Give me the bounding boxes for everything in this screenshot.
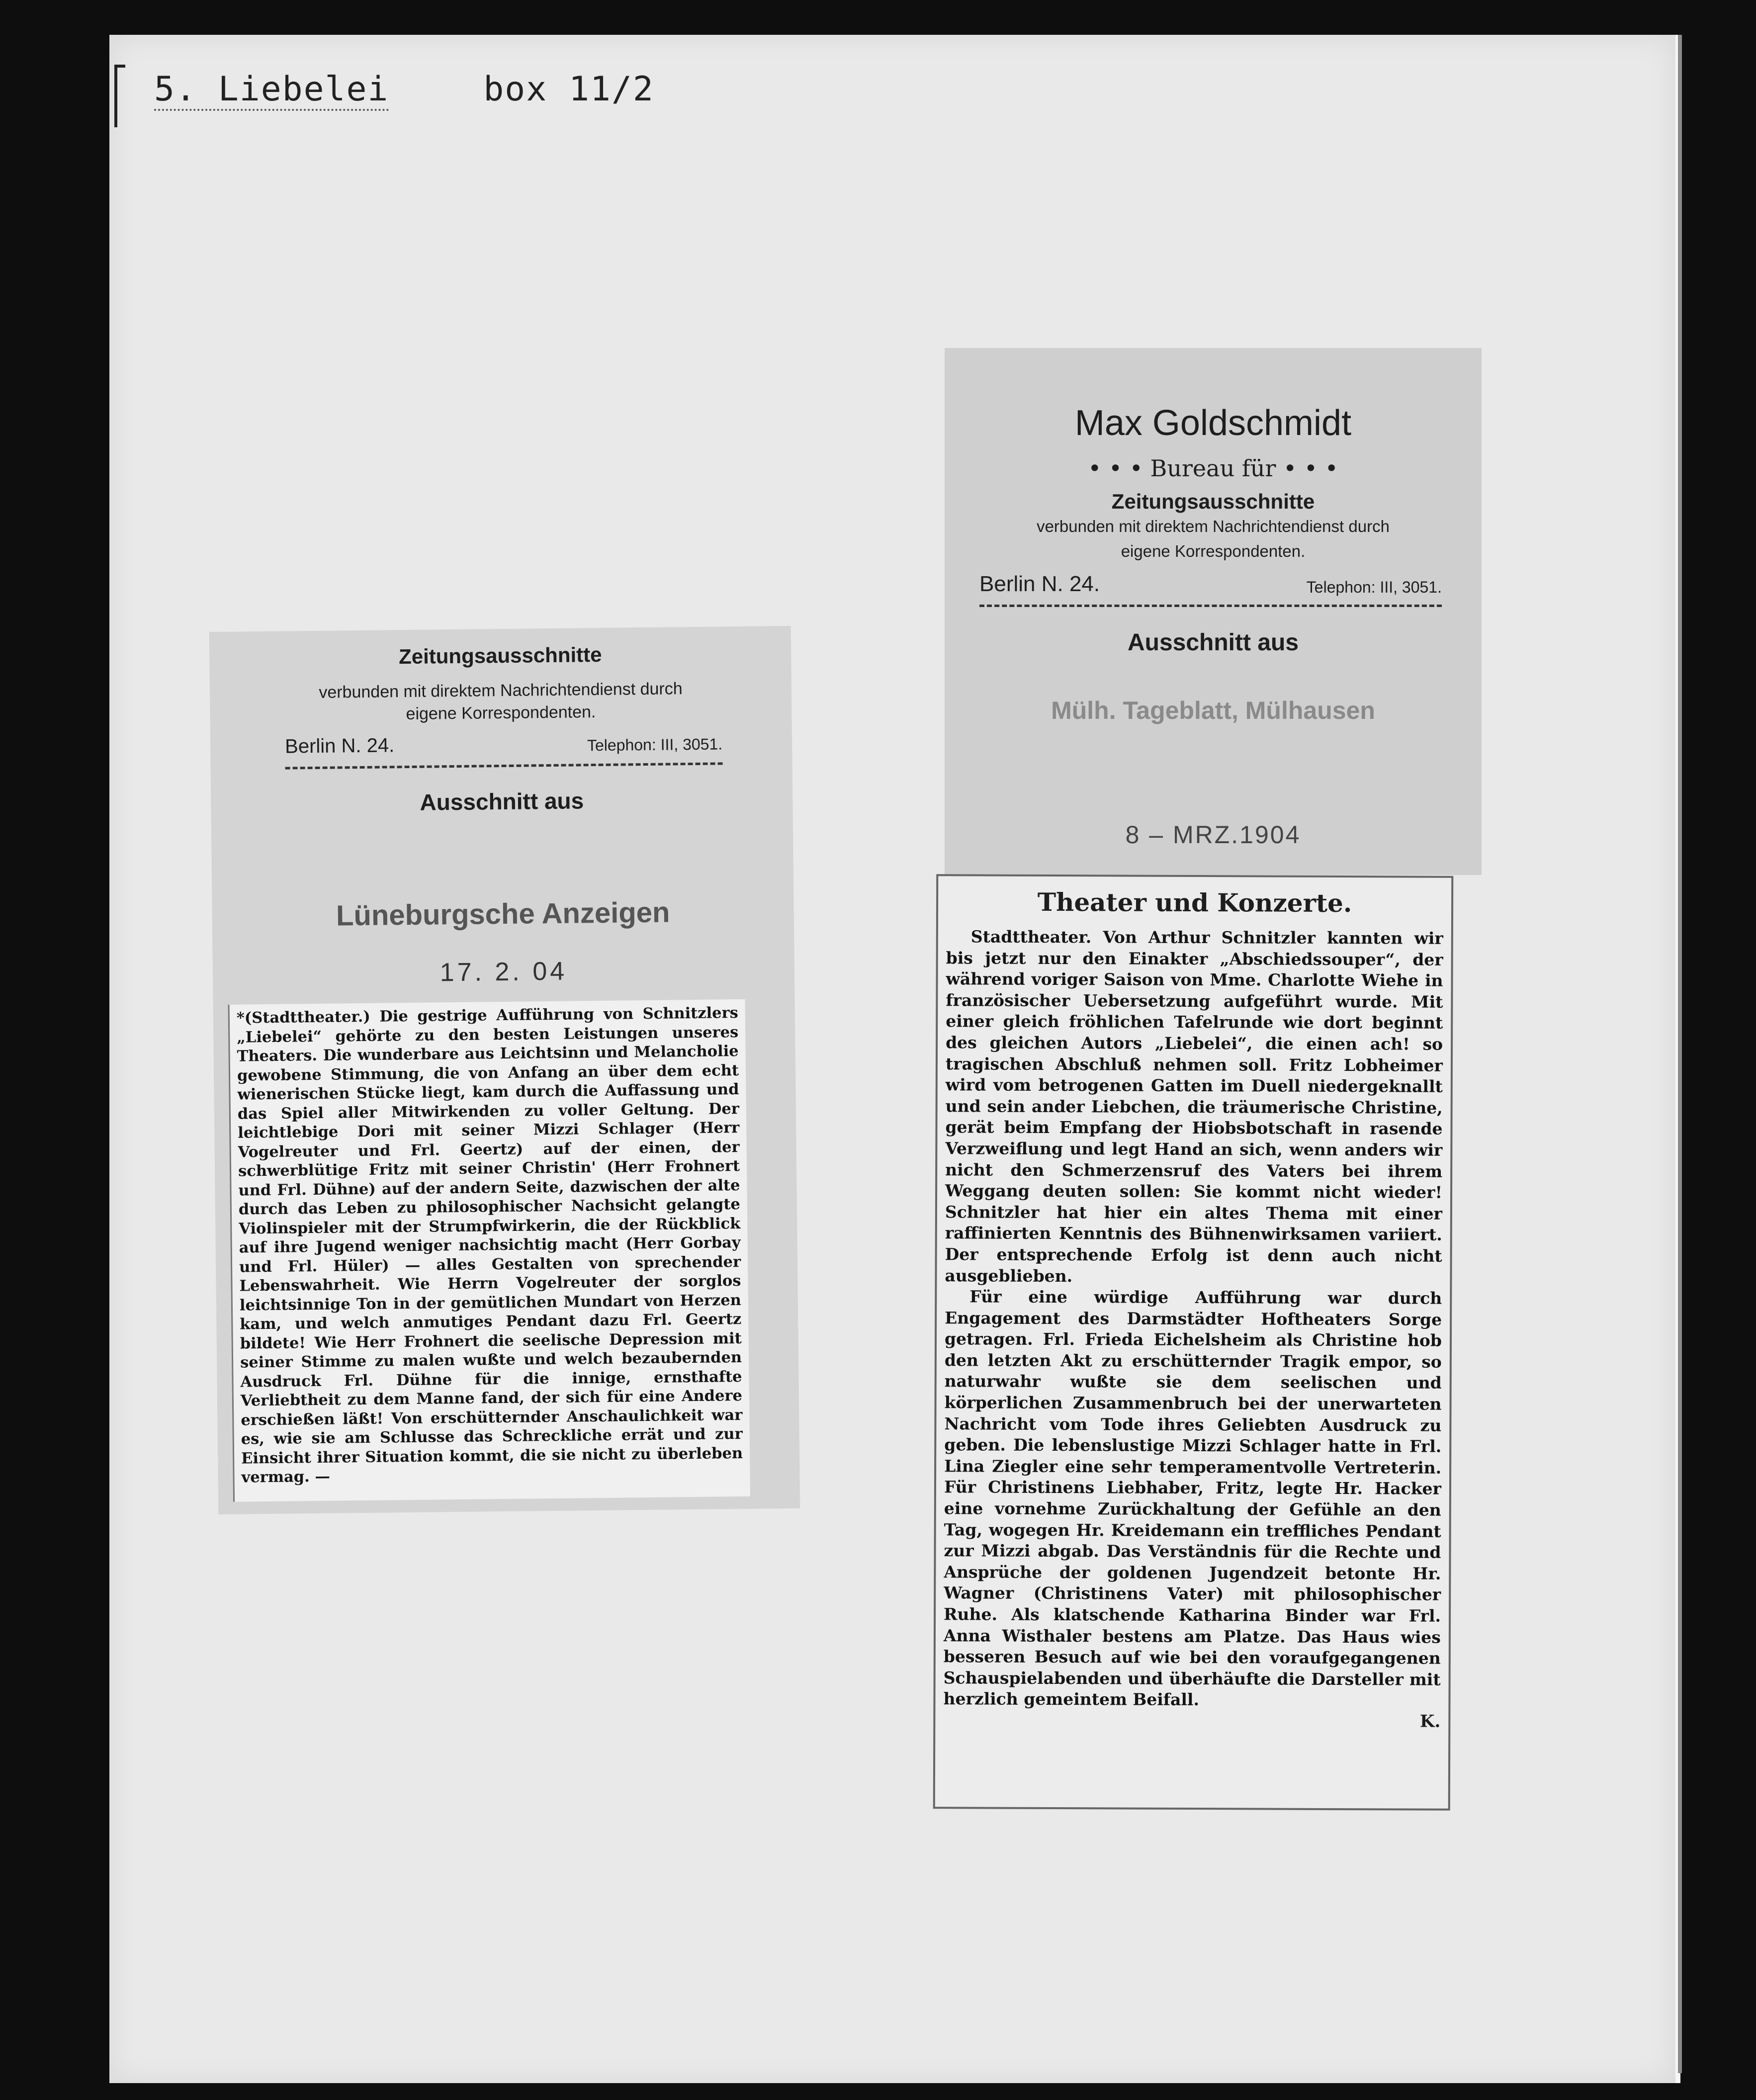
bureau-line-1: verbunden mit direktem Nachrichtendienst durch	[1037, 517, 1390, 535]
article-signature: K.	[1419, 1711, 1441, 1732]
clipping-date: 8 – MRZ.1904	[1125, 821, 1301, 849]
article-heading: Theater und Konzerte.	[1037, 887, 1352, 918]
bureau-name: Max Goldschmidt	[1074, 403, 1352, 443]
bureau-title: Zeitungsausschnitte	[398, 642, 602, 669]
bureau-address-row	[285, 731, 723, 769]
article-paragraph: Stadttheater. Von Arthur Schnitzler kannten wir bis jetzt nur den Einakter „Abschiedssouper“, der während voriger Saison von Mme. Charlotte Wiehe in französischer Uebersetzung aufgeführt wurde. Mit einer gleich fröhlichen Tafelrunde wie dort beginnt des gleichen Autors „Liebelei“, die einen ach! so tragischen Abschluß nehmen soll. Fritz Lobheimer wird vom betrogenen Gatten im Duell niedergeknallt und sein ander Liebchen, die träumerische Christine, gerät beim Empfang der Hiobsbotschaft in rasende Verzweiflung und legt Hand an sich, wenn anders wir nicht den Schmerzensruf des Vaters bei ihrem Weggang deuten sollen: Sie kommt nicht wieder! Schnitzler hat hier ein altes Thema mit einer raffinierten Kenntnis des Bühnenwirksamen variiert. Der entsprechende Erfolg ist denn auch nicht ausgeblieben.	[945, 927, 1443, 1286]
corner-mark	[114, 65, 125, 127]
clipping-date: 17. 2. 04	[439, 957, 568, 987]
bureau-telephone: Telephon: III, 3051.	[587, 735, 723, 755]
bureau-fuer: • • • Bureau für • • •	[1088, 455, 1338, 482]
box-label-title: 5. Liebelei	[154, 70, 389, 111]
bureau-address: Berlin N. 24.	[284, 734, 395, 758]
bureau-line-1: verbunden mit direktem Nachrichtendienst durch	[319, 679, 683, 702]
clipping-left	[209, 626, 800, 1514]
bureau-address: Berlin N. 24.	[979, 572, 1100, 596]
ausschnitt-label: Ausschnitt aus	[1127, 629, 1299, 656]
bureau-address-row	[979, 572, 1442, 607]
bureau-line-2: eigene Korrespondenten.	[406, 702, 596, 724]
bureau-telephone: Telephon: III, 3051.	[1306, 578, 1442, 596]
clipping-right-article	[933, 874, 1454, 1811]
article-text: *(Stadttheater.) Die gestrige Aufführung von Schnitzlers „Liebelei“ gehörte zu den besten Leistungen unseres Theaters. Die wunderbare aus Leichtsinn und Melancholie gewobene Stimmung, die von Anfang an über dem echt wienerischen Stücke liegt, kam durch die Auffassung und das Spiel aller Mitwirkenden zu voller Geltung. Der leichtlebige Dori mit seiner Mizzi Schlager (Herr Vogelreuter und Frl. Geertz) auf der einen, der schwerblütige Fritz mit seiner Christin' (Herr Frohnert und Frl. Dühne) auf der andern Seite, dazwischen der alte durch das Leben zu philosophischer Nachsicht gelangte Violinspieler mit der Strumpfwirkerin, die der Rückblick auf ihre Jugend weniger nachsichtig macht (Herr Gorbay und Frl. Hüler) — alles Gestalten von sprechender Lebenswahrheit. Wie Herrn Vogelreuter der sorglos leichtsinnige Ton in der gemütlichen Mundart von Herzen kam, und welch anmutiges Pendant dazu Frl. Geertz bildete! Wie Herr Frohnert die seelische Depression mit seiner Stimme zu malen wußte und welch bezaubernden Ausdruck Frl. Dühne für die innige, ernsthafte Verliebtheit zu dem Manne fand, der sich für eine Andere erschießen läßt! Von erschütternder Anschaulichkeit war es, wie sie am Schlusse das Schreckliche errät und zur Einsicht ihrer Situation kommt, die sie nicht zu überleben vermag. —	[228, 999, 750, 1502]
newspaper-name: Lüneburgsche Anzeigen	[336, 896, 670, 932]
article-body	[943, 926, 1443, 1711]
bureau-title: Zeitungsausschnitte	[1111, 490, 1315, 513]
bureau-line-2: eigene Korrespondenten.	[1121, 542, 1306, 560]
article-paragraph: Für eine würdige Aufführung war durch Engagement des Darmstädter Hoftheaters Sorge getragen. Frl. Frieda Eichelsheim als Christine hob den letzten Akt zu erschütternder Tragik empor, so naturwahr wußte sie dem seelischen und körperlichen Zusammenbruch bei der unerwarteten Nachricht vom Tode ihres Geliebten Ausdruck zu geben. Die lebenslustige Mizzi Schlager hatte in Frl. Lina Ziegler eine sehr temperamentvolle Vertreterin. Für Christinens Liebhaber, Fritz, legte Hr. Hacker eine vornehme Zurückhaltung der Gefühle an den Tag, wogegen Hr. Kreidemann ein treffliches Pendant zur Mizzi abgab. Das Verständnis für die Rechte und Ansprüche der goldenen Jugendzeit betonte Hr. Wagner (Christinens Vater) mit philosophischer Ruhe. Als klatschende Katharina Binder war Frl. Anna Wisthaler bestens am Platze. Das Haus wies besseren Besuch auf wie bei den voraufgegangenen Schauspielabenden und überhäufte die Darsteller mit herzlich gemeintem Beifall.	[943, 1287, 1442, 1710]
newspaper-name: Mülh. Tageblatt, Mülhausen	[1051, 697, 1375, 724]
ausschnitt-label: Ausschnitt aus	[420, 788, 584, 815]
box-label	[154, 70, 751, 124]
sheet-edge	[1678, 35, 1682, 2073]
box-label-number: box 11/2	[483, 70, 654, 109]
clipping-right-header	[945, 348, 1482, 875]
